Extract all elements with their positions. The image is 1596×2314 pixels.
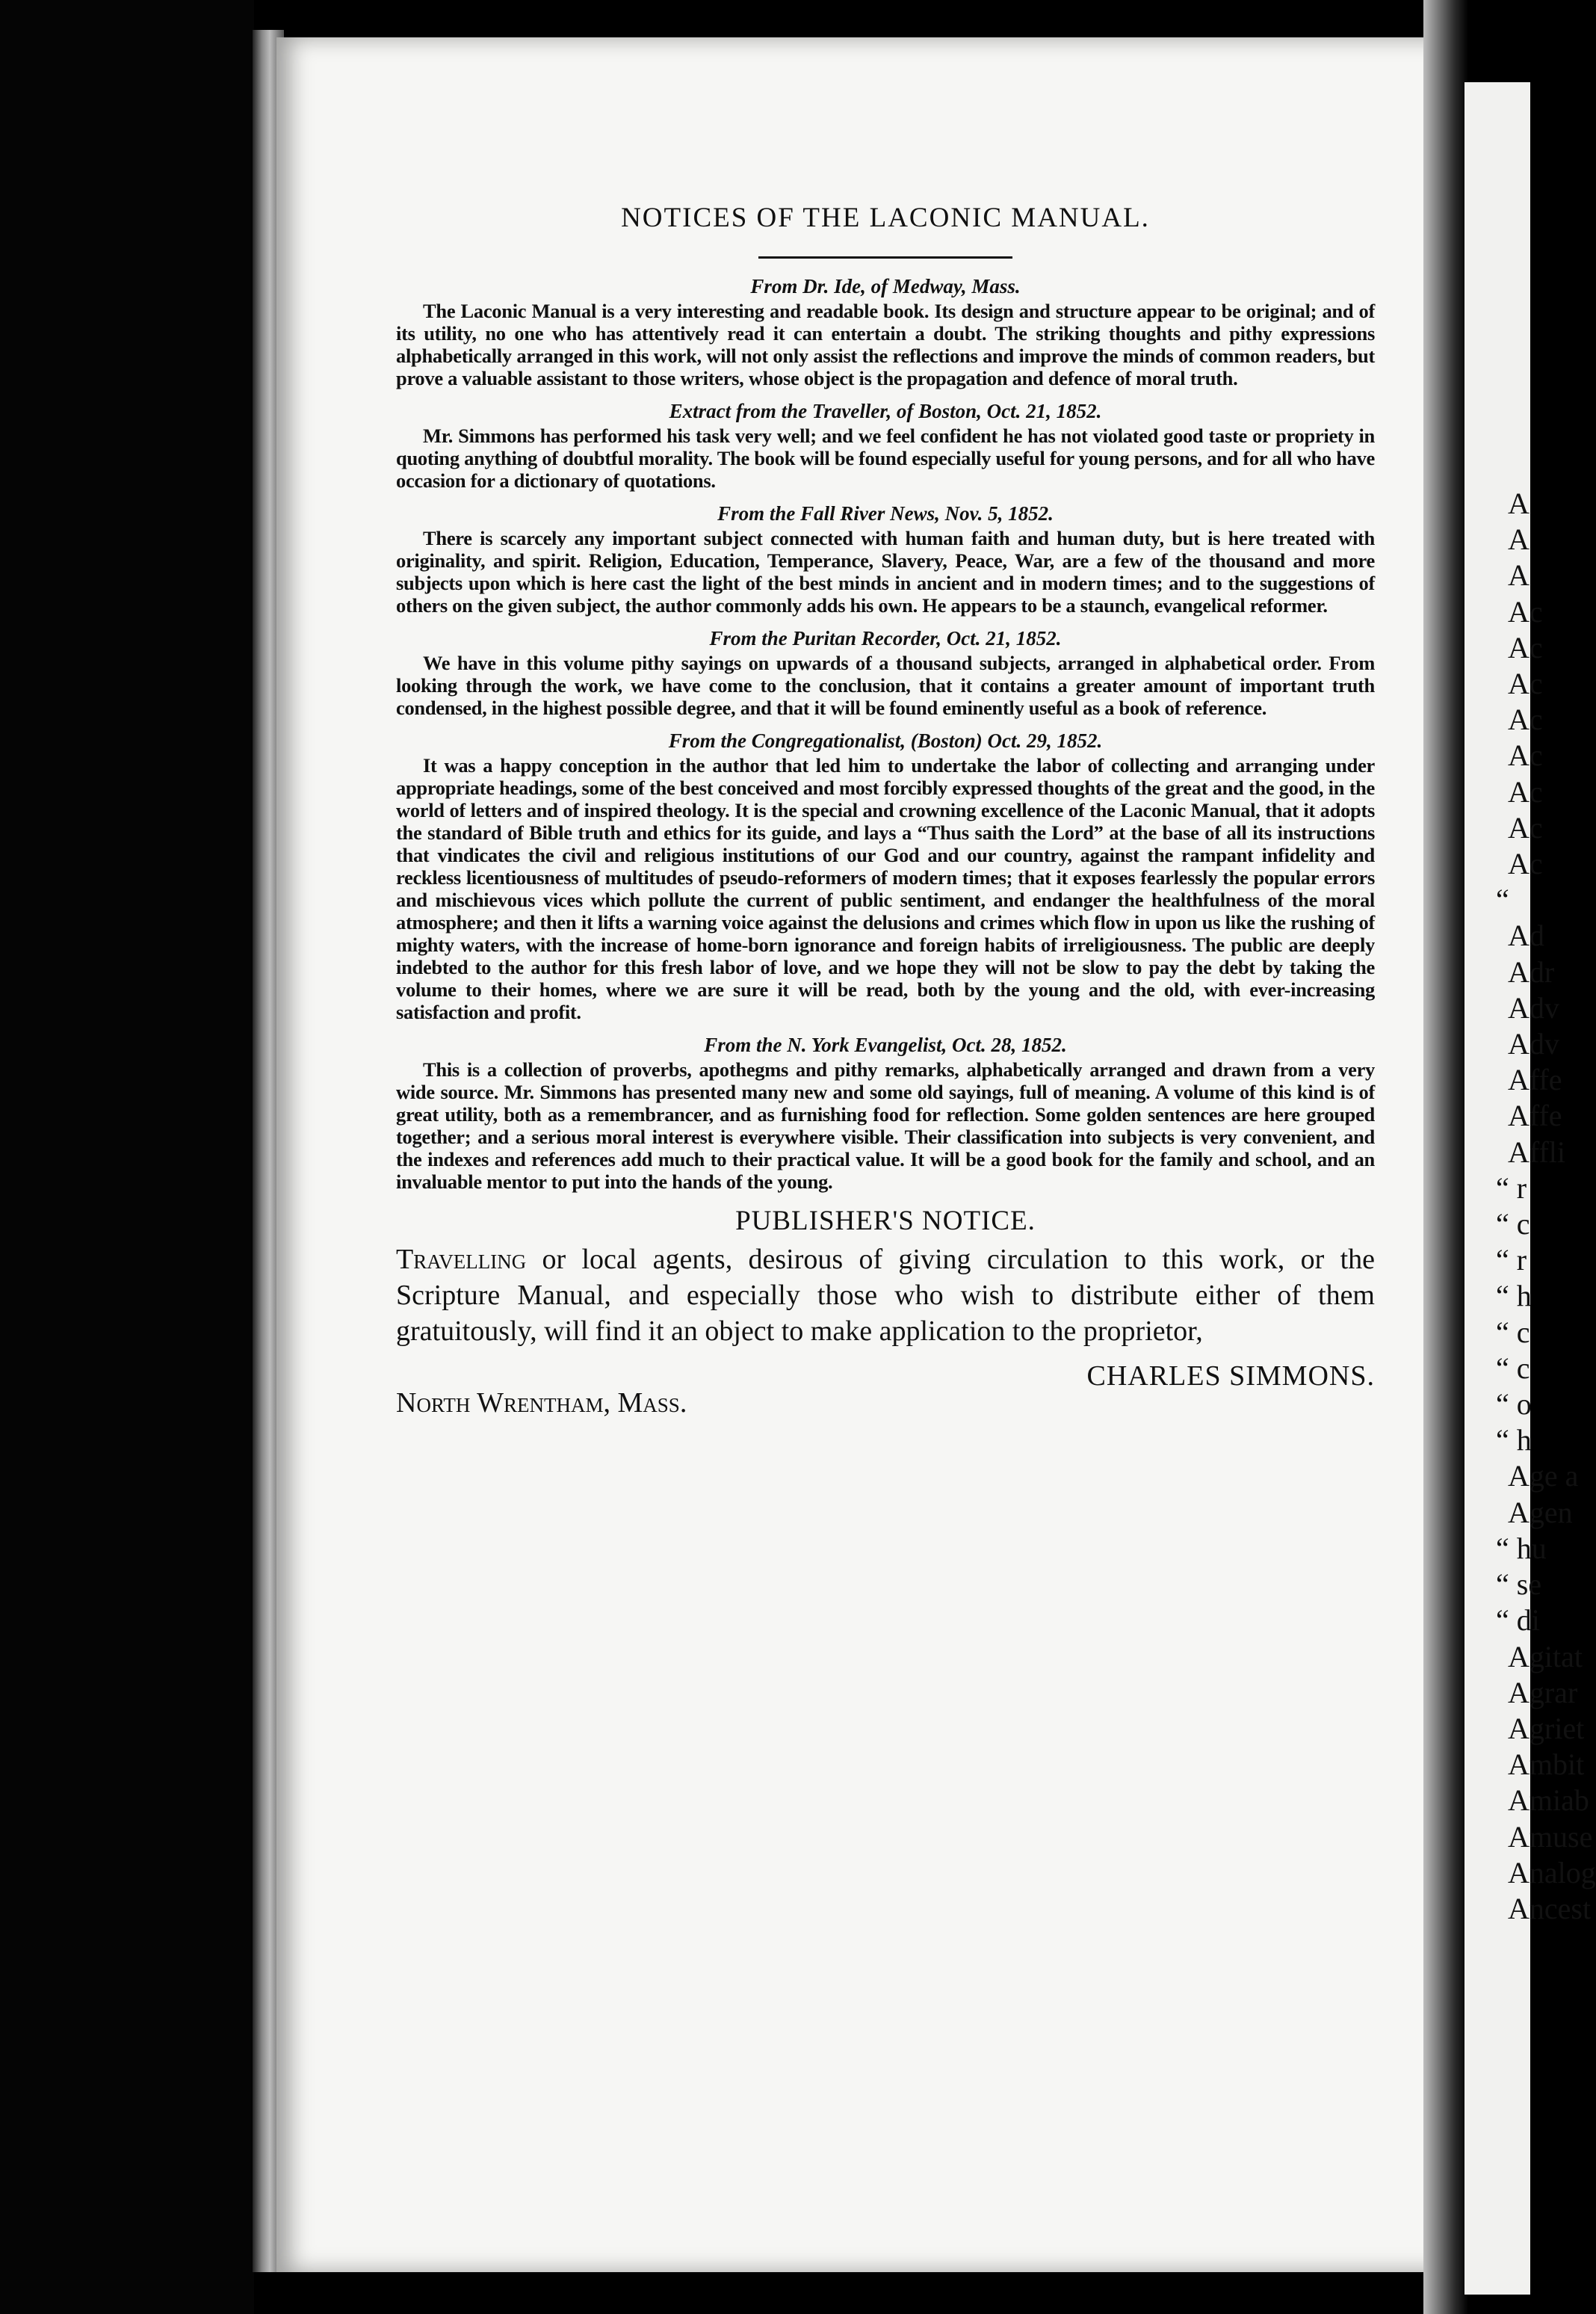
index-entry: “ o bbox=[1496, 1387, 1532, 1422]
index-entry: Ac bbox=[1508, 594, 1543, 629]
notice-item bbox=[396, 275, 1375, 389]
index-entry: Ac bbox=[1508, 810, 1543, 845]
index-entry: Amuse bbox=[1508, 1819, 1593, 1854]
scan-left-margin bbox=[0, 0, 254, 2314]
index-entry: Amiab bbox=[1508, 1783, 1589, 1818]
index-entry: Ac bbox=[1508, 847, 1543, 881]
notice-item bbox=[396, 502, 1375, 617]
notice-source: Extract from the Traveller, of Boston, Oct. 21, 1852. bbox=[669, 400, 1102, 422]
index-entry: Age a bbox=[1508, 1459, 1579, 1493]
publisher-notice-lead: Travelling bbox=[396, 1244, 527, 1275]
index-entry: Ac bbox=[1508, 703, 1543, 737]
notice-item bbox=[396, 627, 1375, 719]
index-entry: “ h bbox=[1496, 1279, 1532, 1313]
notice-item bbox=[396, 729, 1375, 1023]
index-entry: Adr bbox=[1508, 954, 1555, 989]
index-entry: Ancest bbox=[1508, 1891, 1592, 1925]
index-entry: A bbox=[1508, 487, 1530, 520]
index-entry: Ac bbox=[1508, 630, 1543, 664]
notice-text: The Laconic Manual is a very interesting and readable book. Its design and structure appear to be original; and of its utility, no one who has attentively read it can entertain a doubt. The striking thoughts and pithy expressions alphabetically arranged in this work, will not only assist the reflections and improve the minds of common readers, but prove a valuable assistant to those writers, whose object is the propagation and defence of moral truth. bbox=[396, 300, 1375, 389]
title-rule bbox=[758, 256, 1012, 259]
page-gutter bbox=[1423, 0, 1468, 2314]
index-entry: Affli bbox=[1508, 1135, 1566, 1169]
index-entry: “ r bbox=[1496, 1243, 1527, 1277]
index-entry: “ r bbox=[1496, 1170, 1527, 1205]
publisher-notice-heading: PUBLISHER'S NOTICE. bbox=[735, 1206, 1036, 1236]
index-entry: “ c bbox=[1496, 1315, 1530, 1349]
index-entry: Ac bbox=[1508, 774, 1543, 809]
index-entry: Analog bbox=[1508, 1855, 1596, 1889]
notice-item bbox=[396, 400, 1375, 492]
index-entry: “ hu bbox=[1496, 1531, 1547, 1565]
notice-source: From the Fall River News, Nov. 5, 1852. bbox=[717, 502, 1054, 525]
index-entry: Ac bbox=[1508, 738, 1543, 773]
index-entry: Affe bbox=[1508, 1099, 1562, 1133]
publisher-name: CHARLES SIMMONS. bbox=[1086, 1360, 1375, 1392]
notice-text: There is scarcely any important subject connected with human faith and human duty, but is here treated with originality, and spirit. Religion, Education, Temperance, Slavery, Peace, War, are a few of the thousand and more subjects upon which is here cast the light of the best minds in ancient and in modern times; and to the suggestions of others on the given subject, the author commonly adds his own. He appears to be a staunch, evangelical reformer. bbox=[396, 527, 1375, 617]
notice-text: Mr. Simmons has performed his task very well; and we feel confident he has not violated good taste or propriety in quoting anything of doubtful morality. The book will be found especially useful for young persons, and for all who have occasion for a dictionary of quotations. bbox=[396, 425, 1375, 492]
notice-source: From Dr. Ide, of Medway, Mass. bbox=[750, 275, 1021, 297]
notice-item bbox=[396, 1034, 1375, 1193]
index-entry: “ h bbox=[1496, 1423, 1532, 1457]
index-entry: “ c bbox=[1496, 1351, 1530, 1385]
index-entry: Adv bbox=[1508, 1027, 1559, 1061]
index-entry: “ di bbox=[1496, 1603, 1540, 1638]
index-entry: A bbox=[1508, 558, 1530, 593]
index-entry: “ se bbox=[1496, 1567, 1542, 1602]
index-entry: “ c bbox=[1496, 1207, 1530, 1241]
notice-source: From the Puritan Recorder, Oct. 21, 1852. bbox=[709, 627, 1062, 650]
index-entry: “ bbox=[1496, 883, 1509, 917]
index-entry: Adv bbox=[1508, 990, 1559, 1025]
page-title: NOTICES OF THE LACONIC MANUAL. bbox=[621, 203, 1150, 233]
publisher-signature bbox=[396, 1360, 1375, 1419]
index-entry: Ad bbox=[1508, 919, 1544, 953]
publisher-place: North Wrentham, Mass. bbox=[396, 1387, 687, 1419]
facing-page-index bbox=[1464, 82, 1596, 2295]
notice-source: From the Congregationalist, (Boston) Oct. 29, 1852. bbox=[668, 729, 1103, 752]
index-entry: Agriet bbox=[1508, 1711, 1585, 1745]
index-list bbox=[1464, 82, 1596, 1927]
publisher-notice-body: or local agents, desirous of giving circulation to this work, or the Scripture Manual, and especially those who wish to distribute either of them gratuitously, will find it an object to make application to the proprietor, bbox=[396, 1244, 1375, 1347]
index-entry: A bbox=[1508, 522, 1530, 557]
index-entry: Agitat bbox=[1508, 1639, 1583, 1673]
index-entry: Ac bbox=[1508, 667, 1543, 701]
publisher-notice-text bbox=[396, 1241, 1375, 1349]
notice-text: We have in this volume pithy sayings on upwards of a thousand subjects, arranged in alphabetical order. From looking through the work, we have come to the conclusion, that it contains a greater amount of important truth condensed, in the highest possible degree, and that it will be found eminently useful as a book of reference. bbox=[396, 652, 1375, 719]
page-content bbox=[396, 202, 1375, 1419]
notice-source: From the N. York Evangelist, Oct. 28, 1852. bbox=[704, 1034, 1067, 1056]
notice-text: It was a happy conception in the author that led him to undertake the labor of collecting and arranging under appropriate headings, some of the best conceived and most forcibly expressed thoughts of the great and the good, in the world of letters and of inspired theology. It is the special and crowning excellence of the Laconic Manual, that it adopts the standard of Bible truth and ethics for its guide, and lays a “Thus saith the Lord” at the base of all its instructions that vindicates the civil and religious institutions of our God and our country, against the rampant infidelity and reckless licentiousness of multitudes of pseudo-reformers of modern times; that it exposes fearlessly the popular errors and mischievous vices which pollute the current of public sentiment, and endanger the healthfulness of the moral atmosphere; and then it lifts a warning voice against the delusions and crimes which flow in upon us like the rushing of mighty waters, with the increase of home-born ignorance and foreign habits of irreligiousness. The public are deeply indebted to the author for this fresh labor of love, and we hope they will not be slow to pay the debt by taking the volume to their homes, where we are sure it will be read, both by the young and the old, with ever-increasing satisfaction and profit. bbox=[396, 754, 1375, 1023]
index-entry: Agrar bbox=[1508, 1675, 1578, 1709]
index-entry: Agen bbox=[1508, 1495, 1573, 1529]
index-entry: Affe bbox=[1508, 1063, 1562, 1097]
notice-text: This is a collection of proverbs, apothegms and pithy remarks, alphabetically arranged and drawn from a very wide source. Mr. Simmons has presented many new and some old sayings, full of meaning. A volume of this kind is of great utility, both as a remembrancer, and as furnishing food for reflection. Some golden sentences are here grouped together; and a serious moral interest is everywhere visible. Their classification into subjects is very convenient, and the indexes and references add much to their practical value. It will be a good book for the family and school, and an invaluable mentor to put into the hands of the young. bbox=[396, 1058, 1375, 1193]
index-entry: Ambit bbox=[1508, 1747, 1585, 1782]
